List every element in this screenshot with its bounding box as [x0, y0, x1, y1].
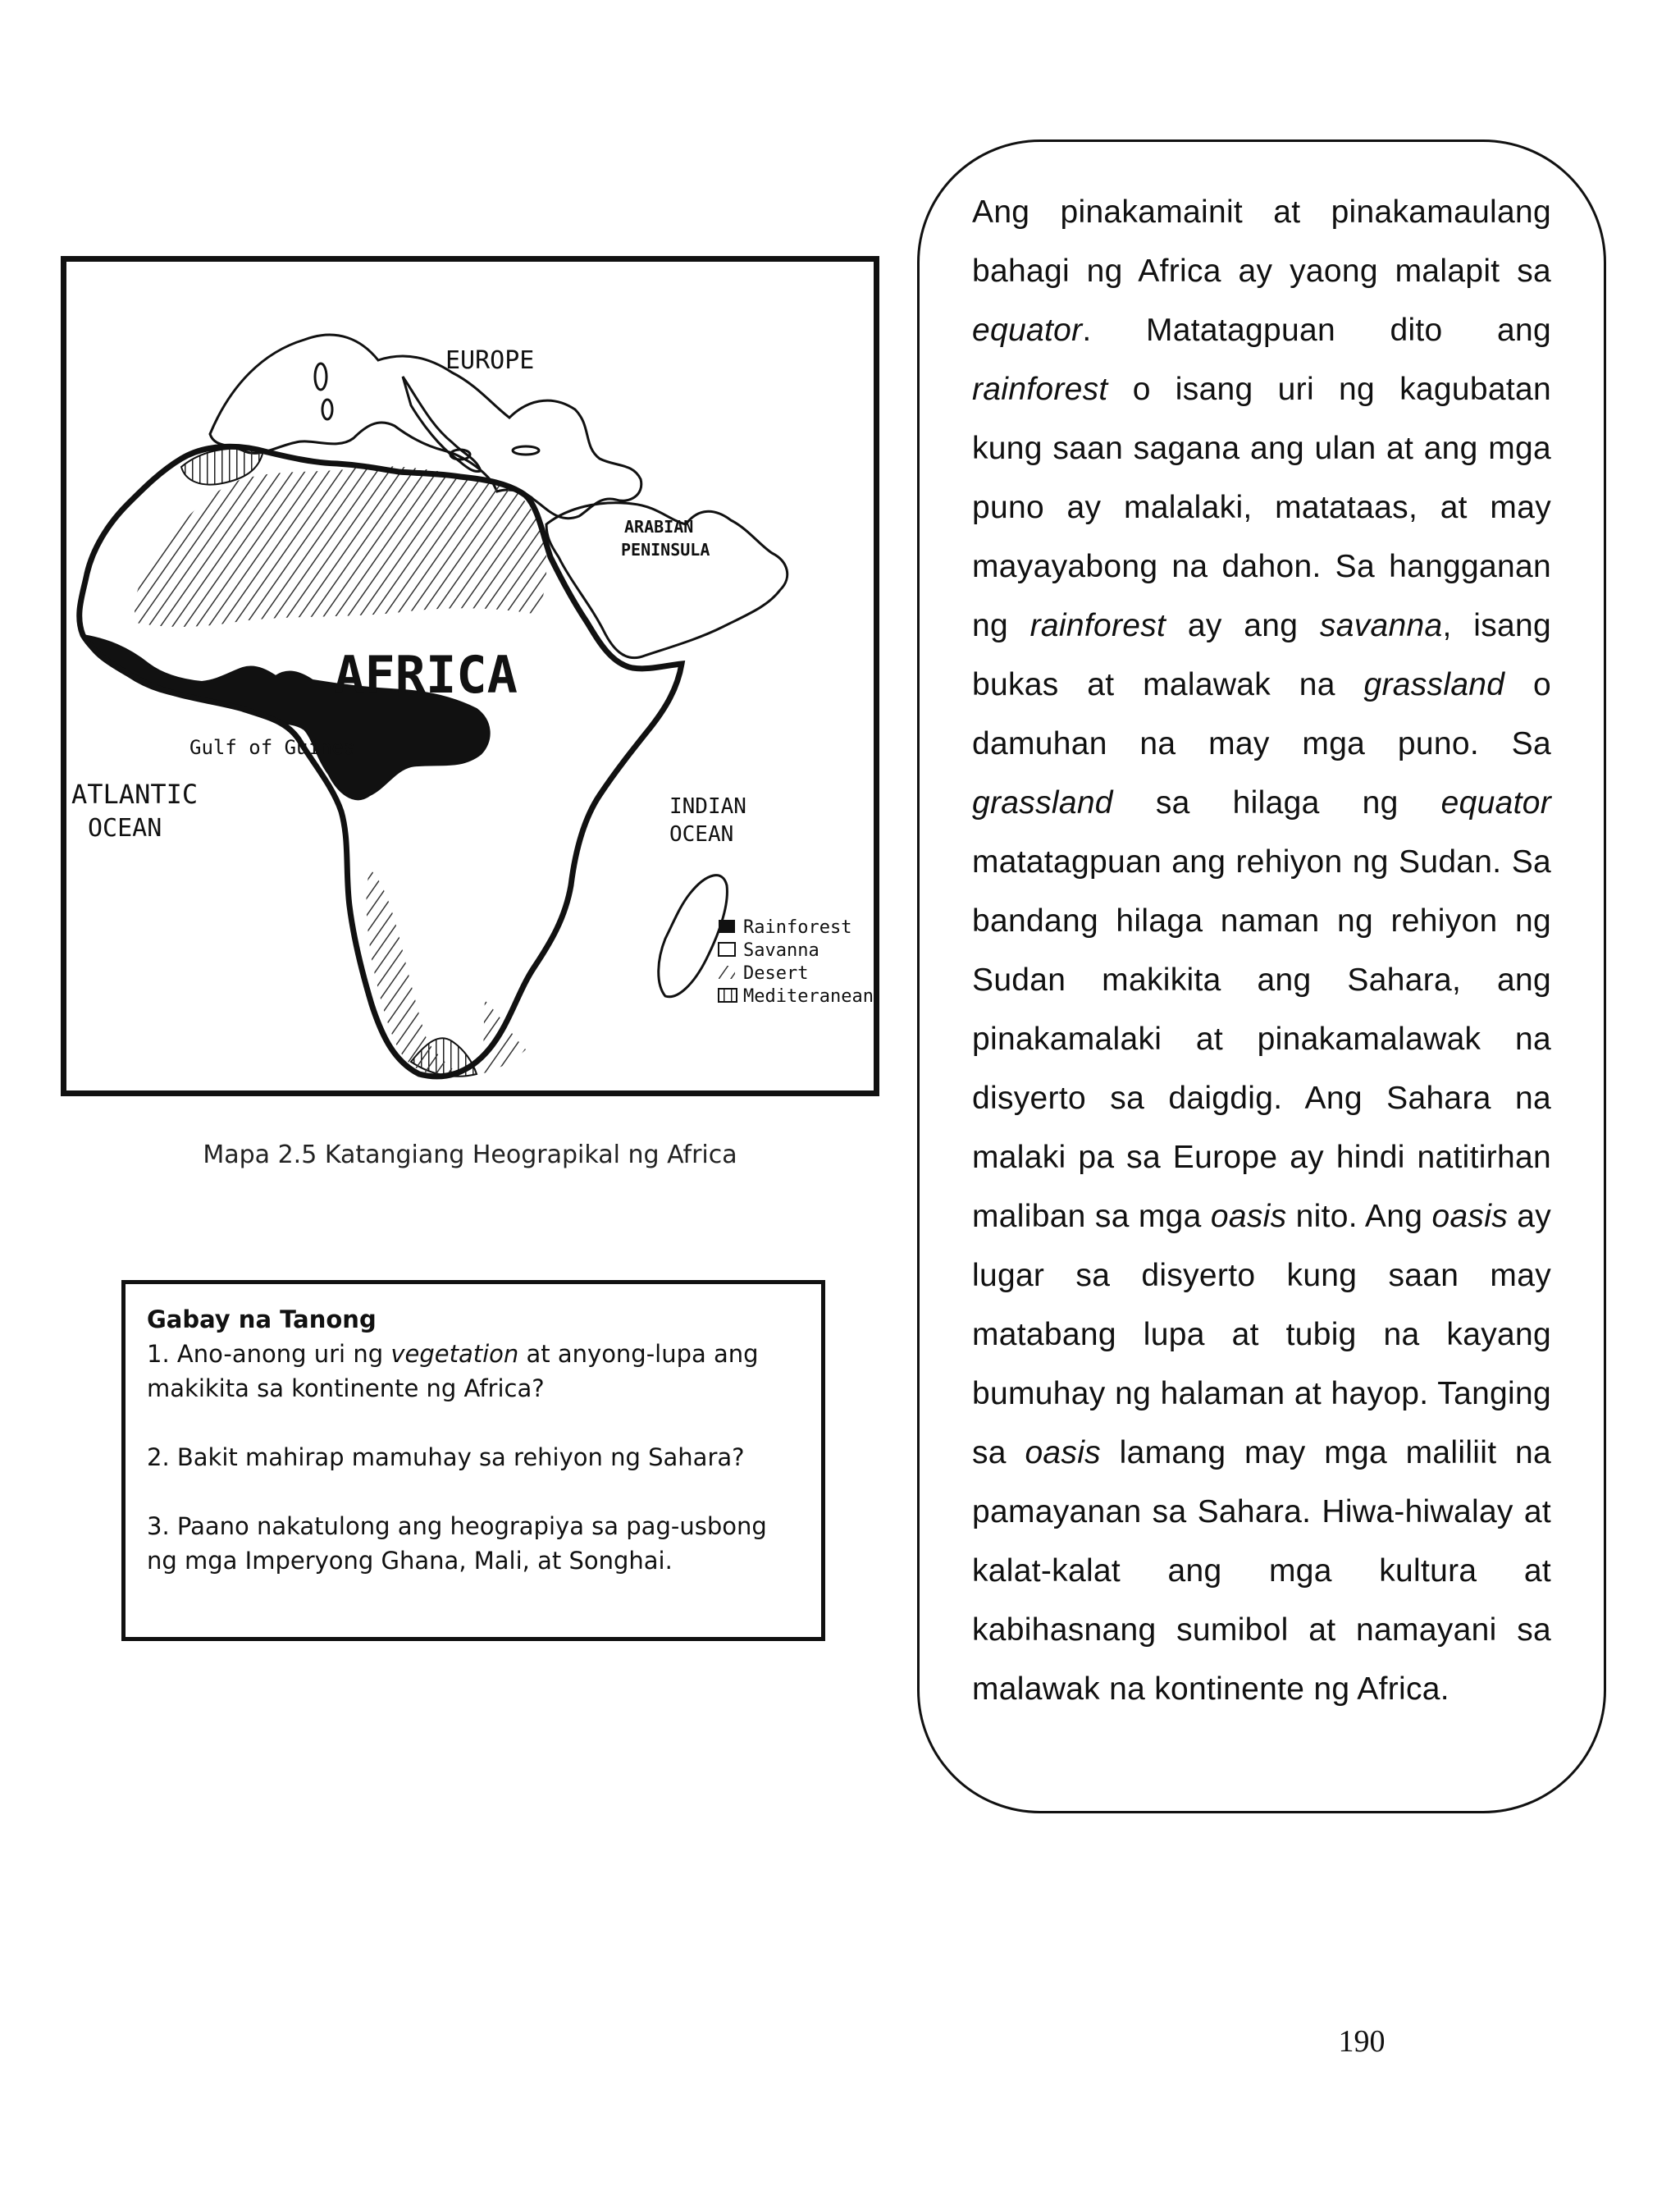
passage-segment: nito. Ang: [1286, 1199, 1432, 1234]
question-1: [147, 1337, 800, 1406]
legend-swatch-rainforest: [719, 920, 735, 933]
map-caption: Mapa 2.5 Katangiang Heograpikal ng Africa: [203, 1141, 737, 1169]
legend-swatch-savanna: [719, 943, 735, 956]
label-africa: AFRICA: [334, 645, 518, 705]
passage-emphasis: oasis: [1210, 1199, 1287, 1234]
africa-map-drawing: [66, 262, 874, 1090]
question-1-emphasis: vegetation: [390, 1340, 519, 1368]
guide-questions-title: Gabay na Tanong: [147, 1305, 377, 1333]
passage-segment: . Matatagpuan dito ang: [1082, 313, 1551, 348]
passage-emphasis: equator: [972, 313, 1083, 348]
label-atlantic: ATLANTIC: [71, 779, 199, 810]
label-indian-ocean: OCEAN: [669, 822, 734, 847]
question-1-part-a: 1. Ano-anong uri ng: [147, 1340, 391, 1368]
question-3: 3. Paano nakatulong ang heograpiya sa pag-usbong ng mga Imperyong Ghana, Mali, at Songhai.: [147, 1512, 767, 1575]
label-peninsula: PENINSULA: [621, 540, 710, 560]
passage-segment: o damuhan na may mga puno. Sa: [972, 667, 1551, 761]
guide-questions-box: [121, 1280, 825, 1641]
question-2: 2. Bakit mahirap mamuhay sa rehiyon ng Sahara?: [147, 1443, 745, 1471]
island-2: [322, 400, 332, 419]
island-4: [513, 446, 539, 455]
island-1: [315, 363, 326, 390]
madagascar-outline: [659, 876, 728, 997]
passage-emphasis: grassland: [972, 785, 1113, 821]
passage-box: [917, 139, 1606, 1813]
passage-segment: ay ang: [1166, 608, 1320, 643]
page-number: 190: [1338, 2024, 1386, 2059]
legend-savanna: Savanna: [743, 940, 819, 961]
africa-map: [61, 256, 879, 1096]
legend-mediterranean: Mediteranean: [743, 986, 874, 1007]
passage-segment: matatagpuan ang rehiyon ng Sudan. Sa bandang hilaga naman ng rehiyon ng Sudan makikita ang Sahara, ang pinakamalaki at pinakamalawak na disyerto sa daigdig. Ang Sahara na malaki pa sa Europe ay hindi natitirhan maliban sa mga: [972, 844, 1551, 1234]
label-europe: EUROPE: [445, 346, 535, 375]
question-1-part-b: at anyong-lupa ang makikita sa kontinente ng Africa?: [147, 1340, 759, 1402]
sahara-desert-region: [135, 466, 546, 627]
legend-swatch-desert: [719, 966, 735, 979]
passage-emphasis: rainforest: [972, 372, 1108, 407]
passage-emphasis: equator: [1440, 785, 1551, 821]
passage-emphasis: oasis: [1431, 1199, 1508, 1234]
legend-swatch-mediterranean: [719, 989, 737, 1002]
legend-rainforest: Rainforest: [743, 917, 852, 938]
passage-segment: lamang may mga maliliit na pamayanan sa Sahara. Hiwa-hiwalay at kalat-kalat ang mga kultura at kabihasnang sumibol at namayani sa malawak na kontinente ng Africa.: [972, 1435, 1551, 1707]
passage-segment: ay lugar sa disyerto kung saan may matabang lupa at tubig na kayang bumuhay ng halaman at hayop. Tanging sa: [972, 1199, 1552, 1470]
passage-segment: sa hilaga ng: [1112, 785, 1441, 821]
legend-desert: Desert: [743, 963, 809, 984]
label-atlantic-ocean: OCEAN: [88, 814, 162, 843]
southern-desert-region-2: [481, 1000, 526, 1074]
passage-text: [972, 183, 1551, 1719]
passage-segment: , isang bukas at malawak na: [972, 608, 1551, 702]
passage-emphasis: grassland: [1363, 667, 1505, 702]
passage-emphasis: savanna: [1319, 608, 1443, 643]
passage-segment: Ang pinakamainit at pinakamaulang bahagi ng Africa ay yaong malapit sa: [972, 194, 1551, 289]
label-gulf-of-guinea: Gulf of Guinea: [189, 736, 356, 759]
passage-emphasis: rainforest: [1029, 608, 1166, 643]
label-indian: INDIAN: [669, 794, 746, 819]
map-legend: [719, 917, 874, 1007]
passage-emphasis: oasis: [1025, 1435, 1101, 1470]
label-arabian: ARABIAN: [624, 517, 694, 537]
passage-segment: o isang uri ng kagubatan kung saan sagana ang ulan at ang mga puno ay malalaki, matataas, at may mayayabong na dahon. Sa hangganan ng: [972, 372, 1551, 643]
